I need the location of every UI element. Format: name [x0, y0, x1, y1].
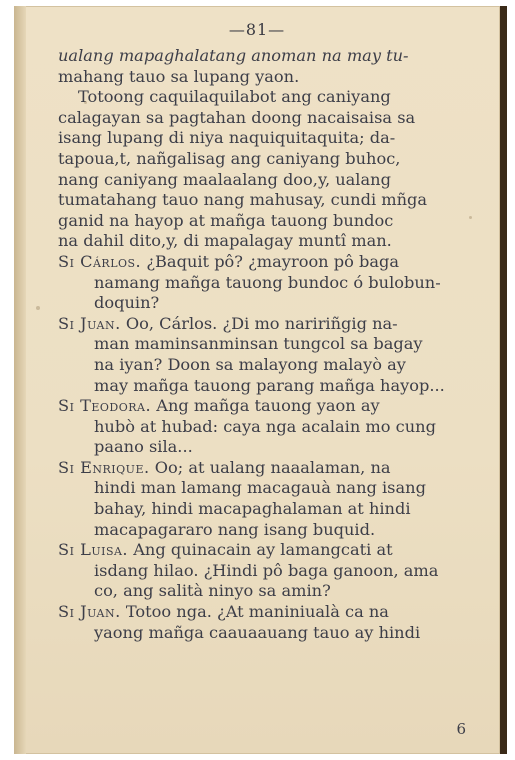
page-body: [58, 46, 476, 643]
dialogue-line: co, ang salità ninyo sa amin?: [94, 581, 331, 601]
page-gutter: [14, 6, 26, 754]
signature-mark: 6: [456, 720, 466, 738]
dialogue-line: macapagararo nang isang buquid.: [94, 519, 376, 539]
dialogue-text: ¿Baquit pô? ¿mayroon pô baga: [146, 251, 400, 271]
text-line: mahang tauo sa lupang yaon.: [58, 66, 300, 86]
dialogue-section: [58, 252, 476, 643]
dialogue-text: Oo, Cárlos. ¿Di mo naririñgig na-: [125, 313, 398, 333]
dialogue-first-line: [58, 252, 476, 273]
foxing-spot: [36, 306, 40, 310]
text-line: ganid na hayop at mañga tauong bundoc: [58, 210, 394, 230]
text-line: Totoong caquilaquilabot ang caniyang: [78, 87, 391, 107]
dialogue-first-line: [58, 458, 476, 479]
dialogue-line: isdang hilao. ¿Hindi pô baga ganoon, ama: [94, 560, 439, 580]
dialogue-line: hubò at hubad: caya nga acalain mo cung: [94, 416, 436, 436]
dialogue-first-line: [58, 314, 476, 335]
text-line: isang lupang di niya naquiquitaquita; da-: [58, 128, 396, 148]
dialogue-first-line: [58, 396, 476, 417]
text-line: nang caniyang maalaalang doo,y, ualang: [58, 169, 391, 189]
dialogue-line: yaong mañga caauaauang tauo ay hindi: [94, 622, 421, 642]
text-line: tapoua,t, nañgalisag ang caniyang buhoc,: [58, 148, 401, 168]
dialogue-line: na iyan? Doon sa malayong malayò ay: [94, 354, 406, 374]
dialogue-first-line: [58, 602, 476, 623]
dialogue-line: bahay, hindi macapaghalaman at hindi: [94, 499, 411, 519]
dialogue-line: paano sila...: [94, 437, 193, 457]
text-line: tumatahang tauo nang mahusay, cundi mñga: [58, 190, 428, 210]
dialogue-block: [58, 602, 476, 643]
dialogue-text: Totoo nga. ¿At maniniualà ca na: [125, 602, 389, 622]
dialogue-first-line: [58, 540, 476, 561]
text-line: calagayan sa pagtahan doong nacaisaisa sa: [58, 107, 416, 127]
dialogue-text: Ang mañga tauong yaon ay: [156, 396, 380, 416]
book-page: [14, 6, 507, 754]
speaker-name: Si Cárlos.: [58, 251, 142, 271]
dialogue-block: [58, 314, 476, 396]
dialogue-line: hindi man lamang macagauà nang isang: [94, 478, 426, 498]
dialogue-line: man maminsanminsan tungcol sa bagay: [94, 334, 423, 354]
dialogue-text: Oo; at ualang naaalaman, na: [154, 457, 391, 477]
text-line: na dahil dito,y, di mapalagay muntî man.: [58, 231, 392, 251]
dialogue-line: namang mañga tauong bundoc ó bulobun-: [94, 272, 441, 292]
text-line: ualang mapaghalatang anoman na may tu-: [58, 46, 409, 65]
page-number: —81—: [228, 20, 286, 39]
speaker-name: Si Luisa.: [58, 540, 129, 560]
speaker-name: Si Juan.: [58, 602, 121, 622]
dialogue-line: may mañga tauong parang mañga hayop...: [94, 375, 445, 395]
foxing-spot: [84, 101, 87, 104]
speaker-name: Si Juan.: [58, 313, 121, 333]
dialogue-line: doquin?: [94, 293, 160, 313]
speaker-name: Si Enrique.: [58, 457, 150, 477]
dialogue-block: [58, 252, 476, 314]
dialogue-block: [58, 540, 476, 602]
foxing-spot: [469, 216, 472, 219]
dialogue-block: [58, 396, 476, 458]
dialogue-text: Ang quinacain ay lamangcati at: [133, 540, 393, 560]
speaker-name: Si Teodora.: [58, 396, 152, 416]
narrative-paragraphs: [58, 46, 476, 252]
dialogue-block: [58, 458, 476, 540]
